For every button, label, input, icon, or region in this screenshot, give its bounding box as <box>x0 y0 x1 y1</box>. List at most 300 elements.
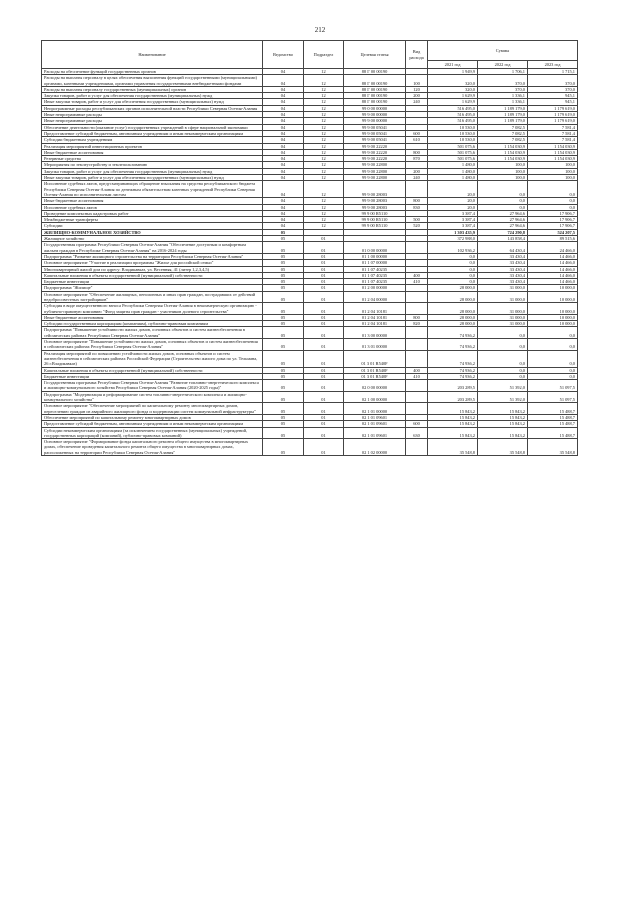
row-target-article-cell: 02 1 00 00000 <box>344 391 406 403</box>
row-sum-2021-cell: 1 629,9 <box>428 99 478 105</box>
row-sum-2021-cell: 1 303 435,9 <box>428 229 478 235</box>
row-department-cell: 04 <box>263 149 304 155</box>
row-sum-2022-cell: 31 000,0 <box>478 314 528 320</box>
row-expense-type-cell: 630 <box>406 427 428 439</box>
row-name-cell: Предоставление субсидий бюджетным, автономным учреждениям и иным некоммерческим организациям <box>42 130 263 136</box>
row-sum-2022-cell: 31 000,0 <box>478 285 528 291</box>
row-subsection-cell: 01 <box>304 391 344 403</box>
row-expense-type-cell: 800 <box>406 314 428 320</box>
row-name-cell: Основное мероприятие "Формирование фонда капитального ремонта общего имущества в многоквартирных домах, обеспечение проведения капитального ремонта общего имущества в многоквартирных домах, расположенных на территории Республики Северная Осетия-Алания" <box>42 439 263 456</box>
row-name-cell: Капитальные вложения в объекты государственной (муниципальной) собственности <box>42 367 263 373</box>
row-name-cell: Бюджетные инвестиции <box>42 373 263 379</box>
row-sum-2023-cell: 7 581,4 <box>528 137 578 143</box>
row-subsection-cell: 12 <box>304 217 344 223</box>
row-target-article-cell: 01 1 07 00000 <box>344 260 406 266</box>
row-name-cell: Основное мероприятие "Обеспечение жилищных, пенсионных и иных прав граждан, пострадавших от действий недобросовестных застройщиков" <box>42 291 263 303</box>
row-department-cell: 04 <box>263 175 304 181</box>
row-department-cell: 04 <box>263 162 304 168</box>
row-sum-2021-cell: 20,0 <box>428 204 478 210</box>
row-sum-2021-cell: 35 548,8 <box>428 439 478 456</box>
row-sum-2023-cell: 14 466,0 <box>528 253 578 259</box>
row-sum-2021-cell: 501 075,6 <box>428 156 478 162</box>
row-subsection-cell: 12 <box>304 204 344 210</box>
row-name-cell: Субсидии государственным корпорациям (компаниям), публично-правовым компаниям <box>42 321 263 327</box>
row-subsection-cell: 12 <box>304 69 344 75</box>
row-department-cell: 04 <box>263 75 304 87</box>
row-sum-2021-cell: 501 075,6 <box>428 143 478 149</box>
row-sum-2023-cell: 1 154 030,9 <box>528 143 578 149</box>
row-target-article-cell: 99 9 00 22220 <box>344 149 406 155</box>
row-sum-2023-cell: 10 000,0 <box>528 314 578 320</box>
row-sum-2021-cell: 320,0 <box>428 86 478 92</box>
row-sum-2022-cell: 1 154 030,9 <box>478 156 528 162</box>
row-department-cell: 05 <box>263 350 304 367</box>
row-target-article-cell: 99 9 00 R5110 <box>344 223 406 229</box>
row-sum-2021-cell: 0,0 <box>428 260 478 266</box>
row-expense-type-cell: 520 <box>406 223 428 229</box>
table-row <box>42 75 578 87</box>
row-sum-2021-cell: 15 843,2 <box>428 414 478 420</box>
row-subsection-cell: 12 <box>304 162 344 168</box>
row-sum-2021-cell: 516 495,0 <box>428 105 478 111</box>
row-subsection-cell: 01 <box>304 260 344 266</box>
row-name-cell: Государственная программа Республики Северная Осетия-Алания "Развитие топливно-энергетического комплекса и жилищно-коммунального хозяйства Республики Северная Осетия-Алания (2020-2025 годы)" <box>42 380 263 392</box>
row-subsection-cell: 12 <box>304 75 344 87</box>
table-row <box>42 303 578 315</box>
row-department-cell: 05 <box>263 339 304 351</box>
row-name-cell: Государственная программа Республики Северная Осетия-Алания "Обеспечение доступным и комфортным жильем граждан в Республике Северная Осетия-Алания" на 2016-2024 годы <box>42 242 263 254</box>
row-target-article-cell: 01 1 07 40235 <box>344 272 406 278</box>
row-sum-2022-cell: 33 430,4 <box>478 260 528 266</box>
row-expense-type-cell <box>406 439 428 456</box>
row-name-cell: Основное мероприятие "Участие в реализации программы "Жилье для российской семьи" <box>42 260 263 266</box>
row-sum-2023-cell: 51 097,5 <box>528 391 578 403</box>
row-department-cell: 05 <box>263 427 304 439</box>
row-target-article-cell: 01 2 04 00000 <box>344 291 406 303</box>
row-sum-2022-cell: 100,0 <box>478 162 528 168</box>
row-name-cell: Иные непрограммные расходы <box>42 118 263 124</box>
row-sum-2021-cell: 1 480,0 <box>428 168 478 174</box>
row-expense-type-cell: 240 <box>406 99 428 105</box>
row-name-cell: Иные закупки товаров, работ и услуг для обеспечения государственных (муниципальных) нужд <box>42 99 263 105</box>
row-sum-2023-cell: 51 097,5 <box>528 380 578 392</box>
row-expense-type-cell: 800 <box>406 149 428 155</box>
row-sum-2021-cell: 28 000,0 <box>428 303 478 315</box>
row-name-cell: Непрограммные расходы республиканских органов исполнительной власти Республики Северная Осетия-Алания <box>42 105 263 111</box>
row-sum-2021-cell: 28 000,0 <box>428 291 478 303</box>
row-sum-2021-cell: 20,0 <box>428 198 478 204</box>
row-name-cell: Иные бюджетные ассигнования <box>42 149 263 155</box>
row-name-cell: Субсидия в виде имущественного взноса Республики Северная Осетия-Алания в некоммерческую организацию - публично-правовую компанию "Фонд защиты прав граждан - участников долевого строительства" <box>42 303 263 315</box>
row-sum-2022-cell: 1 189 179,0 <box>478 105 528 111</box>
row-sum-2023-cell: 17 906,7 <box>528 217 578 223</box>
row-target-article-cell: 99 9 00 05041 <box>344 124 406 130</box>
row-sum-2022-cell: 7 082,5 <box>478 137 528 143</box>
table-row <box>42 439 578 456</box>
row-target-article-cell: 88 Г 00 00190 <box>344 93 406 99</box>
row-sum-2022-cell: 15 843,2 <box>478 414 528 420</box>
row-sum-2023-cell: 0,0 <box>528 350 578 367</box>
row-sum-2021-cell: 15 843,2 <box>428 427 478 439</box>
row-name-cell: Реализация мероприятий по повышению устойчивости жилых домов, основных объектов и систем жизнеобеспечения в сейсмических районах Российской Федерации (Строительство жилого дома по ул. Тельмана, 26 г.Владикавказ) <box>42 350 263 367</box>
row-name-cell: Исполнение судебных актов <box>42 204 263 210</box>
row-department-cell: 04 <box>263 217 304 223</box>
row-sum-2022-cell: 0,0 <box>478 339 528 351</box>
header-target-article: Целевая статья <box>344 41 406 69</box>
row-department-cell: 05 <box>263 279 304 285</box>
row-sum-2021-cell: 1 480,0 <box>428 175 478 181</box>
row-expense-type-cell: 830 <box>406 204 428 210</box>
header-name: Наименование <box>42 41 263 69</box>
row-department-cell: 05 <box>263 266 304 272</box>
row-sum-2023-cell: 17 906,7 <box>528 223 578 229</box>
row-target-article-cell: 99 9 00 00000 <box>344 118 406 124</box>
row-name-cell: Расходы на обеспечение функций государственных органов <box>42 69 263 75</box>
table-row <box>42 242 578 254</box>
row-subsection-cell: 01 <box>304 285 344 291</box>
row-name-cell: Реализация мероприятий инвестиционных проектов <box>42 143 263 149</box>
row-target-article-cell: 01 3 01 R540F <box>344 367 406 373</box>
row-target-article-cell: 02 1 01 00000 <box>344 403 406 415</box>
row-department-cell: 04 <box>263 112 304 118</box>
row-expense-type-cell: 100 <box>406 75 428 87</box>
row-expense-type-cell <box>406 291 428 303</box>
row-name-cell: Субсидии бюджетным учреждениям <box>42 137 263 143</box>
row-subsection-cell: 01 <box>304 373 344 379</box>
row-sum-2023-cell: 10 000,0 <box>528 291 578 303</box>
row-sum-2021-cell: 0,0 <box>428 266 478 272</box>
row-department-cell: 04 <box>263 69 304 75</box>
table-row <box>42 380 578 392</box>
row-expense-type-cell: 500 <box>406 217 428 223</box>
row-sum-2023-cell: 1 715,1 <box>528 69 578 75</box>
row-subsection-cell: 12 <box>304 137 344 143</box>
row-subsection-cell: 01 <box>304 350 344 367</box>
row-sum-2021-cell: 3 387,4 <box>428 223 478 229</box>
row-sum-2023-cell: 14 466,0 <box>528 279 578 285</box>
row-sum-2023-cell: 945,1 <box>528 93 578 99</box>
row-sum-2021-cell: 74 936,2 <box>428 350 478 367</box>
row-expense-type-cell: 600 <box>406 421 428 427</box>
row-subsection-cell: 01 <box>304 414 344 420</box>
header-year-2023: 2023 год <box>528 61 578 69</box>
row-target-article-cell: 88 Г 00 00190 <box>344 75 406 87</box>
row-subsection-cell: 12 <box>304 124 344 130</box>
table-row <box>42 427 578 439</box>
row-target-article-cell: 01 2 04 10181 <box>344 321 406 327</box>
row-target-article-cell: 99 9 00 R5110 <box>344 217 406 223</box>
row-sum-2021-cell: 203 289,5 <box>428 391 478 403</box>
row-expense-type-cell <box>406 303 428 315</box>
row-sum-2021-cell: 15 843,2 <box>428 403 478 415</box>
row-sum-2021-cell: 0,0 <box>428 272 478 278</box>
row-target-article-cell: 01 1 07 40235 <box>344 279 406 285</box>
row-sum-2022-cell: 33 430,4 <box>478 266 528 272</box>
row-sum-2022-cell: 7 082,5 <box>478 130 528 136</box>
row-subsection-cell: 01 <box>304 303 344 315</box>
table-row <box>42 391 578 403</box>
row-sum-2022-cell: 31 000,0 <box>478 291 528 303</box>
row-department-cell: 04 <box>263 86 304 92</box>
row-subsection-cell: 01 <box>304 403 344 415</box>
row-target-article-cell: 01 3 00 00000 <box>344 327 406 339</box>
row-department-cell: 04 <box>263 223 304 229</box>
row-sum-2021-cell: 516 495,0 <box>428 112 478 118</box>
row-sum-2021-cell: 74 936,2 <box>428 327 478 339</box>
row-subsection-cell: 12 <box>304 93 344 99</box>
row-subsection-cell: 01 <box>304 291 344 303</box>
row-name-cell: Основное мероприятие "Обеспечение мероприятий по капитальному ремонту многоквартирных домов, переселению граждан из аварийного жилищного фонда и модернизации систем коммунальной инфраструктуры" <box>42 403 263 415</box>
row-department-cell: 05 <box>263 236 304 242</box>
row-target-article-cell: 88 Г 00 00190 <box>344 99 406 105</box>
row-target-article-cell: 99 9 00 00000 <box>344 112 406 118</box>
row-target-article-cell: 01 3 01 R540F <box>344 350 406 367</box>
row-department-cell: 05 <box>263 391 304 403</box>
row-subsection-cell: 12 <box>304 168 344 174</box>
row-subsection-cell: 01 <box>304 321 344 327</box>
row-name-cell: Капитальные вложения в объекты государственной (муниципальной) собственности <box>42 272 263 278</box>
row-subsection-cell: 12 <box>304 143 344 149</box>
row-sum-2023-cell: 15 488,7 <box>528 421 578 427</box>
row-expense-type-cell: 870 <box>406 156 428 162</box>
row-department-cell: 05 <box>263 303 304 315</box>
row-department-cell: 04 <box>263 204 304 210</box>
table-row <box>42 181 578 198</box>
header-sums: Суммы <box>428 41 578 61</box>
row-sum-2023-cell: 100,0 <box>528 168 578 174</box>
row-sum-2022-cell: 27 964,6 <box>478 217 528 223</box>
row-target-article-cell: 99 9 00 05041 <box>344 137 406 143</box>
row-department-cell: 05 <box>263 421 304 427</box>
row-subsection-cell: 12 <box>304 181 344 198</box>
row-sum-2021-cell: 3 387,4 <box>428 210 478 216</box>
row-department-cell: 04 <box>263 137 304 143</box>
row-name-cell: Закупка товаров, работ и услуг для обеспечения государственных (муниципальных) нужд <box>42 168 263 174</box>
row-expense-type-cell <box>406 242 428 254</box>
row-target-article-cell: 99 9 00 22800 <box>344 168 406 174</box>
row-sum-2021-cell: 102 936,2 <box>428 242 478 254</box>
row-department-cell: 04 <box>263 93 304 99</box>
row-expense-type-cell: 240 <box>406 175 428 181</box>
table-row <box>42 291 578 303</box>
row-subsection-cell: 12 <box>304 130 344 136</box>
row-target-article-cell: 02 1 01 09601 <box>344 427 406 439</box>
row-department-cell: 05 <box>263 373 304 379</box>
row-sum-2021-cell: 3 387,4 <box>428 217 478 223</box>
row-sum-2023-cell: 100,0 <box>528 162 578 168</box>
row-subsection-cell: 01 <box>304 279 344 285</box>
row-sum-2021-cell: 74 936,2 <box>428 373 478 379</box>
row-subsection-cell: 01 <box>304 272 344 278</box>
row-sum-2022-cell: 33 430,4 <box>478 253 528 259</box>
row-sum-2021-cell: 1 480,0 <box>428 162 478 168</box>
row-sum-2023-cell: 0,0 <box>528 204 578 210</box>
row-sum-2023-cell: 24 466,0 <box>528 242 578 254</box>
row-target-article-cell: 99 9 00 28003 <box>344 198 406 204</box>
row-department-cell: 04 <box>263 124 304 130</box>
row-target-article-cell: 01 3 01 00000 <box>344 339 406 351</box>
row-sum-2023-cell: 0,0 <box>528 327 578 339</box>
row-sum-2021-cell: 501 075,6 <box>428 149 478 155</box>
row-expense-type-cell: 410 <box>406 373 428 379</box>
row-sum-2023-cell: 945,1 <box>528 99 578 105</box>
row-sum-2023-cell: 14 466,0 <box>528 260 578 266</box>
row-target-article-cell: 99 9 00 R5110 <box>344 210 406 216</box>
row-department-cell: 04 <box>263 168 304 174</box>
row-target-article-cell: 01 2 04 10181 <box>344 303 406 315</box>
row-sum-2022-cell: 0,0 <box>478 373 528 379</box>
table-row <box>42 350 578 367</box>
row-sum-2022-cell: 1 189 179,0 <box>478 118 528 124</box>
row-target-article-cell: 88 Г 00 00190 <box>344 86 406 92</box>
row-sum-2022-cell: 31 000,0 <box>478 303 528 315</box>
row-sum-2023-cell: 370,0 <box>528 75 578 87</box>
row-sum-2023-cell: 7 581,4 <box>528 130 578 136</box>
row-sum-2023-cell: 1 154 030,9 <box>528 149 578 155</box>
row-sum-2022-cell: 0,0 <box>478 198 528 204</box>
row-name-cell: Резервные средства <box>42 156 263 162</box>
row-department-cell: 05 <box>263 291 304 303</box>
row-subsection-cell: 01 <box>304 380 344 392</box>
row-expense-type-cell: 610 <box>406 137 428 143</box>
row-sum-2022-cell: 0,0 <box>478 350 528 367</box>
row-sum-2022-cell: 1 706,1 <box>478 69 528 75</box>
row-sum-2022-cell: 33 430,4 <box>478 279 528 285</box>
row-sum-2022-cell: 1 336,1 <box>478 99 528 105</box>
row-sum-2021-cell: 20,0 <box>428 181 478 198</box>
row-target-article-cell: 99 9 00 05041 <box>344 130 406 136</box>
row-department-cell: 04 <box>263 181 304 198</box>
row-department-cell: 05 <box>263 403 304 415</box>
row-name-cell: Жилищное хозяйство <box>42 236 263 242</box>
row-name-cell: Исполнение судебных актов, предусматривающих обращение взыскания на средства республиканского бюджета Республики Северная Осетия-Алания по денежным обязательствам казенных учреждений Республики Северная Осетия-Алания по исполнительным листам <box>42 181 263 198</box>
row-expense-type-cell <box>406 350 428 367</box>
row-department-cell: 05 <box>263 380 304 392</box>
row-subsection-cell: 12 <box>304 198 344 204</box>
row-sum-2023-cell: 15 488,7 <box>528 403 578 415</box>
row-subsection-cell: 01 <box>304 421 344 427</box>
row-name-cell: Подпрограмма "Развитие жилищного строительства на территории Республики Северная Осетия-Алания" <box>42 253 263 259</box>
row-target-article-cell: 02 1 02 00000 <box>344 439 406 456</box>
header-year-2021: 2021 год <box>428 61 478 69</box>
row-subsection-cell: 12 <box>304 156 344 162</box>
row-sum-2023-cell: 10 000,0 <box>528 321 578 327</box>
row-subsection-cell: 01 <box>304 236 344 242</box>
row-name-cell: Бюджетные инвестиции <box>42 279 263 285</box>
row-name-cell: Мероприятия по землеустройству и землепользованию <box>42 162 263 168</box>
row-target-article-cell: 01 0 00 00000 <box>344 242 406 254</box>
row-sum-2022-cell: 64 430,4 <box>478 242 528 254</box>
row-department-cell: 05 <box>263 229 304 235</box>
row-sum-2022-cell: 100,0 <box>478 168 528 174</box>
row-subsection-cell: 01 <box>304 314 344 320</box>
row-sum-2022-cell: 31 000,0 <box>478 321 528 327</box>
row-department-cell: 05 <box>263 327 304 339</box>
row-sum-2023-cell: 89 515,6 <box>528 236 578 242</box>
table-row <box>42 339 578 351</box>
row-department-cell: 04 <box>263 156 304 162</box>
row-target-article-cell: 01 1 07 40235 <box>344 266 406 272</box>
row-subsection-cell: 12 <box>304 86 344 92</box>
row-department-cell: 05 <box>263 439 304 456</box>
row-subsection-cell: 12 <box>304 118 344 124</box>
row-sum-2022-cell: 33 430,4 <box>478 272 528 278</box>
row-subsection-cell: 12 <box>304 112 344 118</box>
row-sum-2021-cell: 320,0 <box>428 75 478 87</box>
row-target-article-cell: 02 1 01 09601 <box>344 414 406 420</box>
row-sum-2022-cell: 0,0 <box>478 367 528 373</box>
row-sum-2023-cell: 0,0 <box>528 339 578 351</box>
row-sum-2021-cell: 28 000,0 <box>428 285 478 291</box>
row-expense-type-cell: 200 <box>406 93 428 99</box>
page-number: 212 <box>314 26 326 34</box>
row-sum-2021-cell: 10 530,0 <box>428 124 478 130</box>
row-department-cell: 04 <box>263 210 304 216</box>
row-name-cell: Многоквартирный жилой дом по адресу: Владикавказ, ул. Весенняя, 41 (литер 1,2,3,4,5) <box>42 266 263 272</box>
row-expense-type-cell: 800 <box>406 198 428 204</box>
row-target-article-cell: 88 Г 00 00190 <box>344 69 406 75</box>
row-expense-type-cell: 400 <box>406 272 428 278</box>
row-department-cell: 04 <box>263 198 304 204</box>
row-expense-type-cell <box>406 391 428 403</box>
header-year-2022: 2022 год <box>478 61 528 69</box>
row-sum-2022-cell: 15 843,2 <box>478 403 528 415</box>
row-name-cell: Основное мероприятие "Повышение устойчивости жилых домов, основных объектов и систем жизнеобеспечения в сейсмических районах Республики Северная Осетия-Алания" <box>42 339 263 351</box>
row-expense-type-cell: 120 <box>406 86 428 92</box>
row-subsection-cell: 01 <box>304 327 344 339</box>
table-row <box>42 327 578 339</box>
row-sum-2021-cell: 0,0 <box>428 279 478 285</box>
row-department-cell: 05 <box>263 414 304 420</box>
row-sum-2022-cell: 51 392,0 <box>478 391 528 403</box>
row-expense-type-cell: 400 <box>406 367 428 373</box>
row-name-cell: Закупка товаров, работ и услуг для обеспечения государственных (муниципальных) нужд <box>42 93 263 99</box>
row-subsection-cell: 01 <box>304 266 344 272</box>
row-subsection-cell: 12 <box>304 175 344 181</box>
row-sum-2023-cell: 15 488,7 <box>528 414 578 420</box>
row-sum-2022-cell: 1 154 030,9 <box>478 143 528 149</box>
row-expense-type-cell: 600 <box>406 130 428 136</box>
row-sum-2023-cell: 0,0 <box>528 367 578 373</box>
row-sum-2022-cell: 370,0 <box>478 75 528 87</box>
row-name-cell: Иные бюджетные ассигнования <box>42 314 263 320</box>
row-sum-2023-cell: 1 179 619,0 <box>528 112 578 118</box>
row-name-cell: ЖИЛИЩНО-КОММУНАЛЬНОЕ ХОЗЯЙСТВО <box>42 229 263 235</box>
row-subsection-cell: 01 <box>304 242 344 254</box>
row-expense-type-cell <box>406 403 428 415</box>
row-sum-2021-cell: 1 949,9 <box>428 69 478 75</box>
row-sum-2021-cell: 0,0 <box>428 253 478 259</box>
row-sum-2023-cell: 14 466,0 <box>528 272 578 278</box>
row-sum-2022-cell: 100,0 <box>478 175 528 181</box>
row-sum-2022-cell: 7 082,5 <box>478 124 528 130</box>
row-sum-2023-cell: 14 466,0 <box>528 266 578 272</box>
row-sum-2021-cell: 372 988,0 <box>428 236 478 242</box>
row-sum-2022-cell: 15 843,2 <box>478 421 528 427</box>
row-target-article-cell: 99 9 00 22220 <box>344 143 406 149</box>
row-name-cell: Подпрограмма "Жилище" <box>42 285 263 291</box>
row-department-cell: 05 <box>263 260 304 266</box>
row-expense-type-cell <box>406 339 428 351</box>
row-department-cell: 05 <box>263 314 304 320</box>
row-name-cell: Субсидии некоммерческим организациям (за исключением государственных (муниципальных) учреждений, государственных корпораций (компаний), публично-правовых компаний) <box>42 427 263 439</box>
row-sum-2023-cell: 17 906,7 <box>528 210 578 216</box>
row-name-cell: Предоставление субсидий бюджетным, автономным учреждениям и иным некоммерческим организациям <box>42 421 263 427</box>
row-subsection-cell: 01 <box>304 367 344 373</box>
row-sum-2021-cell: 516 495,0 <box>428 118 478 124</box>
row-sum-2021-cell: 1 629,9 <box>428 93 478 99</box>
row-name-cell: Обеспечение мероприятий по капитальному ремонту многоквартирных домов <box>42 414 263 420</box>
